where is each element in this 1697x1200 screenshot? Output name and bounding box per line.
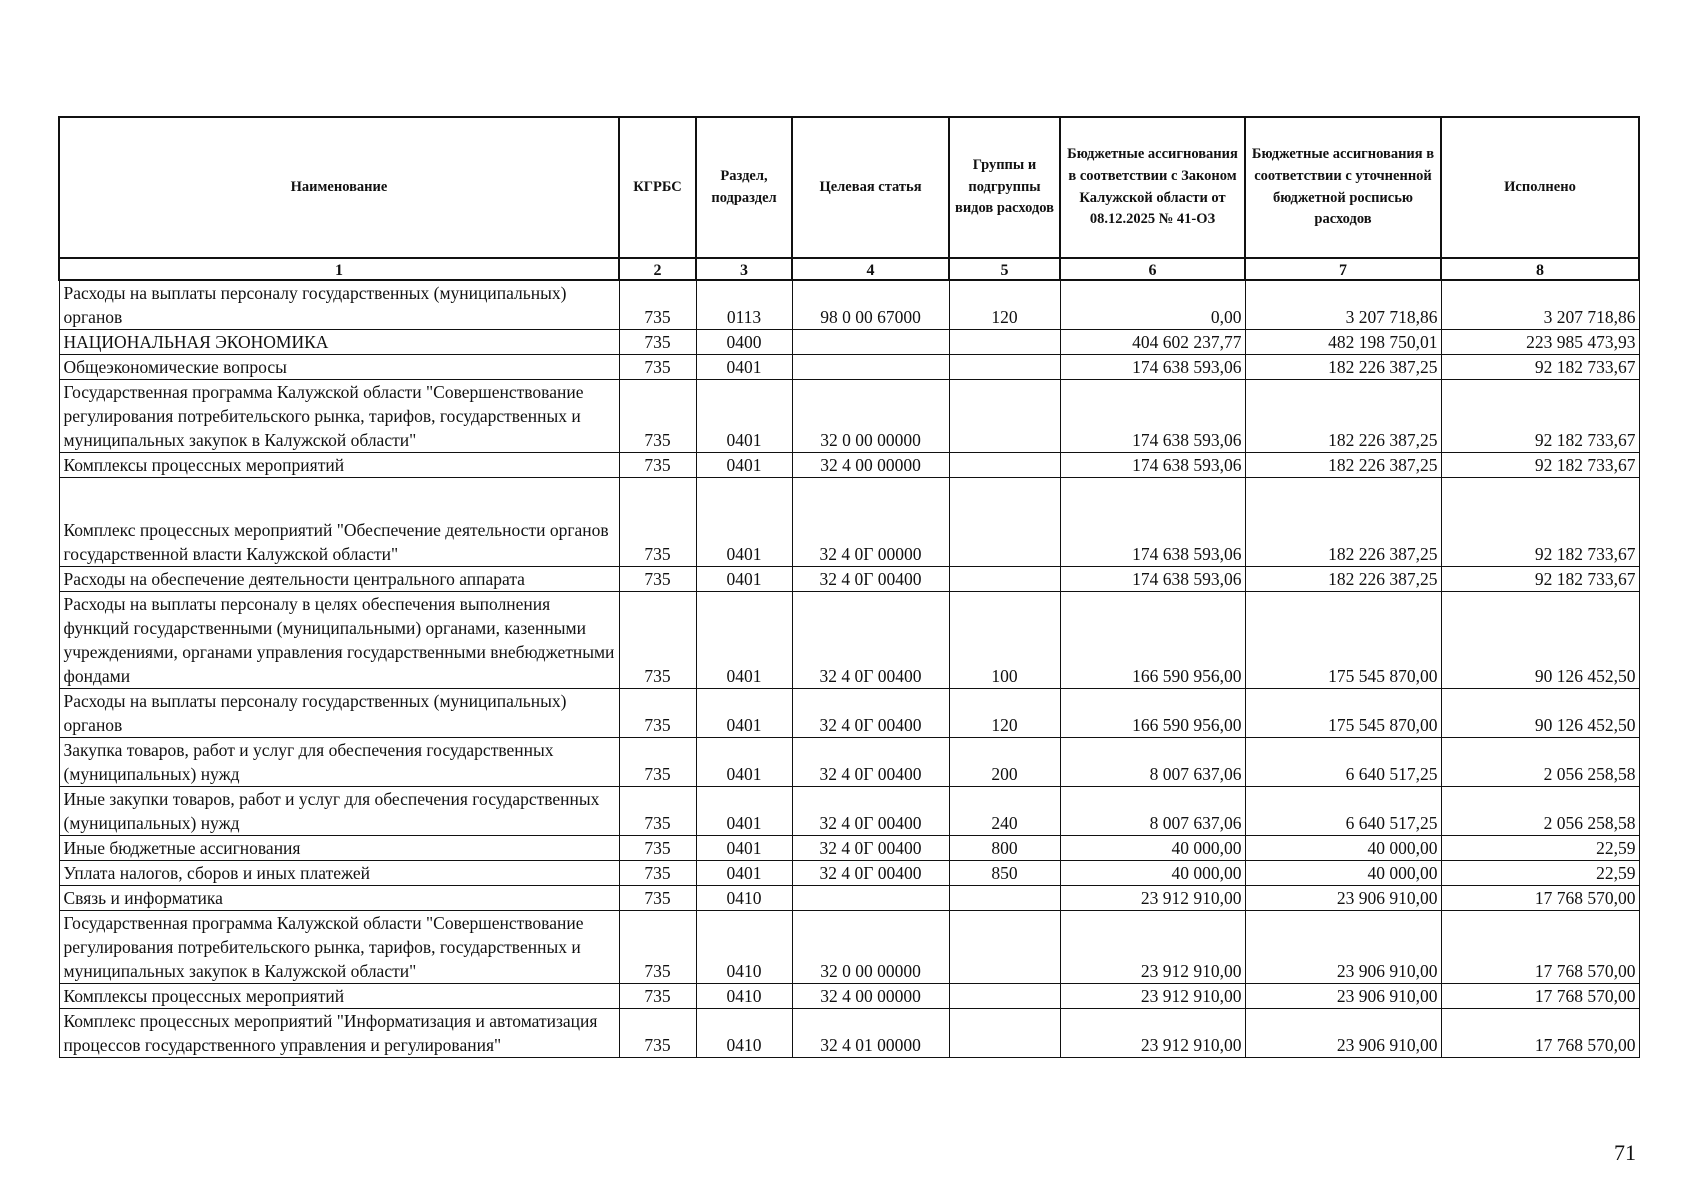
row-expense-group: 120 (949, 280, 1060, 330)
row-law-allocation: 23 912 910,00 (1060, 984, 1245, 1009)
table-row (59, 689, 1639, 738)
row-section: 0401 (696, 787, 792, 836)
row-revised-allocation: 23 906 910,00 (1245, 911, 1441, 984)
row-name: Расходы на выплаты персоналу государственных (муниципальных) органов (59, 280, 619, 330)
row-expense-group (949, 453, 1060, 478)
row-target-article: 32 4 0Г 00400 (792, 836, 949, 861)
row-expense-group: 120 (949, 689, 1060, 738)
row-kgrbs: 735 (619, 592, 696, 689)
row-executed: 17 768 570,00 (1441, 886, 1639, 911)
row-section: 0401 (696, 738, 792, 787)
row-executed: 90 126 452,50 (1441, 689, 1639, 738)
table-row (59, 787, 1639, 836)
header-executed: Исполнено (1441, 117, 1639, 258)
table-body (59, 280, 1639, 1058)
column-number: 7 (1245, 258, 1441, 280)
row-law-allocation: 23 912 910,00 (1060, 1009, 1245, 1058)
budget-table (58, 116, 1640, 1058)
row-revised-allocation: 40 000,00 (1245, 836, 1441, 861)
row-law-allocation: 166 590 956,00 (1060, 592, 1245, 689)
row-kgrbs: 735 (619, 330, 696, 355)
row-section: 0401 (696, 380, 792, 453)
row-target-article: 32 4 0Г 00400 (792, 689, 949, 738)
row-law-allocation: 174 638 593,06 (1060, 567, 1245, 592)
row-section: 0113 (696, 280, 792, 330)
row-expense-group: 800 (949, 836, 1060, 861)
row-revised-allocation: 182 226 387,25 (1245, 380, 1441, 453)
table-row (59, 861, 1639, 886)
column-header-row (59, 117, 1639, 258)
row-kgrbs: 735 (619, 567, 696, 592)
row-expense-group: 100 (949, 592, 1060, 689)
row-target-article: 32 4 00 00000 (792, 453, 949, 478)
row-revised-allocation: 182 226 387,25 (1245, 355, 1441, 380)
row-expense-group (949, 984, 1060, 1009)
row-section: 0410 (696, 1009, 792, 1058)
column-number: 6 (1060, 258, 1245, 280)
row-kgrbs: 735 (619, 689, 696, 738)
row-expense-group (949, 886, 1060, 911)
column-number: 2 (619, 258, 696, 280)
row-revised-allocation: 182 226 387,25 (1245, 453, 1441, 478)
row-law-allocation: 40 000,00 (1060, 861, 1245, 886)
row-revised-allocation: 6 640 517,25 (1245, 738, 1441, 787)
row-revised-allocation: 23 906 910,00 (1245, 984, 1441, 1009)
row-expense-group (949, 380, 1060, 453)
table-row (59, 738, 1639, 787)
header-law-allocation: Бюджетные ассигнования в соответствии с Законом Калужской области от 08.12.2025 № 41-ОЗ (1060, 117, 1245, 258)
header-section: Раздел, подраздел (696, 117, 792, 258)
table-row (59, 984, 1639, 1009)
row-name: Расходы на выплаты персоналу государственных (муниципальных) органов (59, 689, 619, 738)
row-law-allocation: 23 912 910,00 (1060, 911, 1245, 984)
header-target-article: Целевая статья (792, 117, 949, 258)
row-target-article: 32 4 0Г 00000 (792, 478, 949, 567)
row-law-allocation: 23 912 910,00 (1060, 886, 1245, 911)
row-law-allocation: 174 638 593,06 (1060, 478, 1245, 567)
row-section: 0401 (696, 689, 792, 738)
row-law-allocation: 8 007 637,06 (1060, 738, 1245, 787)
column-number: 1 (59, 258, 619, 280)
row-target-article: 32 4 0Г 00400 (792, 738, 949, 787)
row-section: 0401 (696, 355, 792, 380)
row-target-article: 32 4 00 00000 (792, 984, 949, 1009)
row-target-article: 32 4 0Г 00400 (792, 861, 949, 886)
column-number: 3 (696, 258, 792, 280)
row-expense-group (949, 355, 1060, 380)
row-executed: 92 182 733,67 (1441, 567, 1639, 592)
row-revised-allocation: 175 545 870,00 (1245, 689, 1441, 738)
row-target-article (792, 355, 949, 380)
row-law-allocation: 174 638 593,06 (1060, 380, 1245, 453)
row-revised-allocation: 482 198 750,01 (1245, 330, 1441, 355)
row-target-article: 32 0 00 00000 (792, 380, 949, 453)
row-kgrbs: 735 (619, 738, 696, 787)
row-target-article: 32 4 01 00000 (792, 1009, 949, 1058)
header-expense-group: Группы и подгруппы видов расходов (949, 117, 1060, 258)
row-executed: 17 768 570,00 (1441, 1009, 1639, 1058)
row-expense-group (949, 330, 1060, 355)
row-revised-allocation: 182 226 387,25 (1245, 478, 1441, 567)
row-executed: 22,59 (1441, 861, 1639, 886)
table-row (59, 886, 1639, 911)
row-executed: 17 768 570,00 (1441, 984, 1639, 1009)
row-target-article: 32 0 00 00000 (792, 911, 949, 984)
row-expense-group (949, 911, 1060, 984)
row-executed: 92 182 733,67 (1441, 380, 1639, 453)
table-header (59, 117, 1639, 280)
row-executed: 2 056 258,58 (1441, 738, 1639, 787)
row-section: 0401 (696, 567, 792, 592)
column-number: 4 (792, 258, 949, 280)
table-row (59, 911, 1639, 984)
row-name: Комплексы процессных мероприятий (59, 984, 619, 1009)
table-row (59, 478, 1639, 567)
row-law-allocation: 174 638 593,06 (1060, 355, 1245, 380)
table-row (59, 380, 1639, 453)
row-expense-group: 850 (949, 861, 1060, 886)
row-target-article (792, 330, 949, 355)
row-kgrbs: 735 (619, 478, 696, 567)
row-kgrbs: 735 (619, 380, 696, 453)
row-expense-group (949, 1009, 1060, 1058)
row-name: Иные бюджетные ассигнования (59, 836, 619, 861)
row-law-allocation: 8 007 637,06 (1060, 787, 1245, 836)
row-kgrbs: 735 (619, 911, 696, 984)
row-law-allocation: 174 638 593,06 (1060, 453, 1245, 478)
row-revised-allocation: 175 545 870,00 (1245, 592, 1441, 689)
row-name: Закупка товаров, работ и услуг для обеспечения государственных (муниципальных) нужд (59, 738, 619, 787)
table-row (59, 280, 1639, 330)
table-row (59, 330, 1639, 355)
row-revised-allocation: 23 906 910,00 (1245, 886, 1441, 911)
row-expense-group (949, 567, 1060, 592)
row-revised-allocation: 23 906 910,00 (1245, 1009, 1441, 1058)
row-executed: 22,59 (1441, 836, 1639, 861)
row-target-article: 32 4 0Г 00400 (792, 592, 949, 689)
header-kgrbs: КГРБС (619, 117, 696, 258)
row-kgrbs: 735 (619, 355, 696, 380)
row-name: Комплексы процессных мероприятий (59, 453, 619, 478)
row-executed: 90 126 452,50 (1441, 592, 1639, 689)
row-section: 0401 (696, 592, 792, 689)
row-revised-allocation: 182 226 387,25 (1245, 567, 1441, 592)
row-expense-group (949, 478, 1060, 567)
row-section: 0401 (696, 478, 792, 567)
row-law-allocation: 404 602 237,77 (1060, 330, 1245, 355)
row-name: Уплата налогов, сборов и иных платежей (59, 861, 619, 886)
table-row (59, 592, 1639, 689)
row-kgrbs: 735 (619, 861, 696, 886)
row-executed: 92 182 733,67 (1441, 355, 1639, 380)
column-number: 5 (949, 258, 1060, 280)
row-target-article: 32 4 0Г 00400 (792, 787, 949, 836)
row-name: Связь и информатика (59, 886, 619, 911)
row-expense-group: 240 (949, 787, 1060, 836)
row-name (59, 478, 619, 567)
row-kgrbs: 735 (619, 787, 696, 836)
row-target-article: 32 4 0Г 00400 (792, 567, 949, 592)
row-law-allocation: 40 000,00 (1060, 836, 1245, 861)
row-name: Комплекс процессных мероприятий "Информатизация и автоматизация процессов государственного управления и регулирования" (59, 1009, 619, 1058)
column-number-row (59, 258, 1639, 280)
row-kgrbs: 735 (619, 453, 696, 478)
table-row (59, 836, 1639, 861)
row-executed: 223 985 473,93 (1441, 330, 1639, 355)
row-section: 0401 (696, 836, 792, 861)
row-name: Общеэкономические вопросы (59, 355, 619, 380)
row-expense-group: 200 (949, 738, 1060, 787)
row-section: 0401 (696, 861, 792, 886)
row-name: Расходы на выплаты персоналу в целях обеспечения выполнения функций государственными (муниципальными) органами, казенными учреждениями, органами управления государственными внебюджетными фондами (59, 592, 619, 689)
row-section: 0401 (696, 453, 792, 478)
row-name: Государственная программа Калужской области "Совершенствование регулирования потребительского рынка, тарифов, государственных и муниципальных закупок в Калужской области" (59, 911, 619, 984)
row-section: 0410 (696, 984, 792, 1009)
row-section: 0410 (696, 886, 792, 911)
row-kgrbs: 735 (619, 280, 696, 330)
row-name: Расходы на обеспечение деятельности центрального аппарата (59, 567, 619, 592)
row-kgrbs: 735 (619, 1009, 696, 1058)
row-name: НАЦИОНАЛЬНАЯ ЭКОНОМИКА (59, 330, 619, 355)
header-revised-allocation: Бюджетные ассигнования в соответствии с уточненной бюджетной росписью расходов (1245, 117, 1441, 258)
row-law-allocation: 166 590 956,00 (1060, 689, 1245, 738)
row-kgrbs: 735 (619, 836, 696, 861)
row-executed: 2 056 258,58 (1441, 787, 1639, 836)
row-section: 0400 (696, 330, 792, 355)
page-number: 71 (1614, 1140, 1636, 1165)
table-row (59, 355, 1639, 380)
row-revised-allocation: 3 207 718,86 (1245, 280, 1441, 330)
row-law-allocation: 0,00 (1060, 280, 1245, 330)
table-row (59, 453, 1639, 478)
row-name: Государственная программа Калужской области "Совершенствование регулирования потребительского рынка, тарифов, государственных и муниципальных закупок в Калужской области" (59, 380, 619, 453)
row-executed: 3 207 718,86 (1441, 280, 1639, 330)
row-kgrbs: 735 (619, 984, 696, 1009)
row-executed: 92 182 733,67 (1441, 478, 1639, 567)
row-section: 0410 (696, 911, 792, 984)
row-revised-allocation: 40 000,00 (1245, 861, 1441, 886)
row-target-article: 98 0 00 67000 (792, 280, 949, 330)
row-name-text: Комплекс процессных мероприятий "Обеспечение деятельности органов государственной власти Калужской области" (63, 520, 609, 564)
row-revised-allocation: 6 640 517,25 (1245, 787, 1441, 836)
header-name: Наименование (59, 117, 619, 258)
row-target-article (792, 886, 949, 911)
table-row (59, 567, 1639, 592)
row-executed: 92 182 733,67 (1441, 453, 1639, 478)
table-row (59, 1009, 1639, 1058)
column-number: 8 (1441, 258, 1639, 280)
row-name: Иные закупки товаров, работ и услуг для обеспечения государственных (муниципальных) нужд (59, 787, 619, 836)
row-executed: 17 768 570,00 (1441, 911, 1639, 984)
row-kgrbs: 735 (619, 886, 696, 911)
